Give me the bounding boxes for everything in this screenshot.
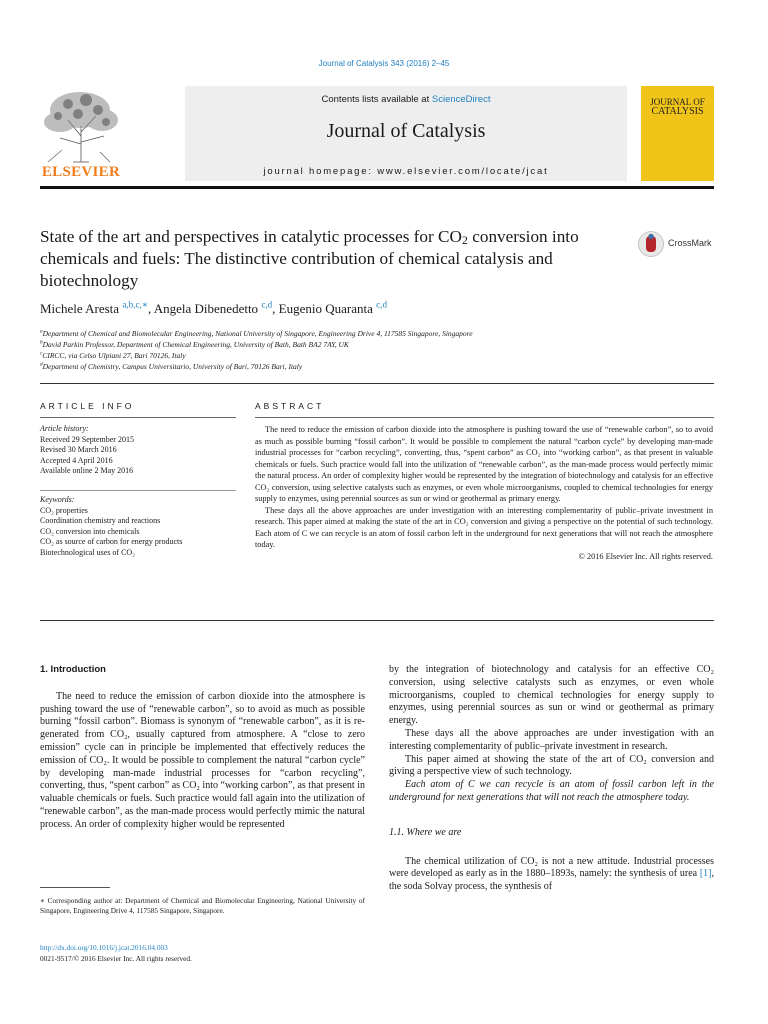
body-paragraph: by the integration of biotechnology and catalysis for an effective CO₂ conversion, using selective catalysts such as enzymes, or even whole microorganisms, coupled to chemical technologies for energy supply to enzymes, using perennial sources as sun or wind or geothermal as primary energy. [389,664,714,727]
affiliation-text: Department of Chemical and Biomolecular Engineering, National University of Singapore, Engineering Drive 4, 117585 Singapore, Singapore [42,329,473,338]
reference-link[interactable]: [1] [699,868,712,880]
affiliation-divider [40,383,714,384]
cover-line-2: CATALYSIS [651,106,704,117]
homepage-link[interactable]: www.elsevier.com/locate/jcat [377,166,549,177]
article-history [40,424,236,477]
author-list: Michele Aresta $^{a,b,c,∗}$, Angela Dibenedetto $^{c,d}$, Eugenio Quaranta $^{c,d}$ [40,299,387,316]
body-right-column [389,664,714,894]
affiliation-mark: d [40,361,43,368]
affiliation [40,328,473,339]
body-text: The chemical utilization of CO₂ is not a new attitude. Industrial processes were developed as early as in the 1880–1893s, namely: the synthesis of urea [389,855,714,880]
affiliation-text: Department of Chemistry, Campus Universitario, University of Bari, 70126 Bari, Italy [42,362,303,371]
abstract-heading: ABSTRACT [255,401,325,411]
body-paragraph: These days all the above approaches are under investigation with an interesting complementarity of public–private investment in research. [389,727,714,752]
abstract-divider [255,417,714,418]
affiliation-mark: b [40,339,43,346]
keywords-divider [40,490,236,491]
author-affiliation-marks[interactable]: c,d [261,299,273,310]
keyword-item: Coordination chemistry and reactions [40,516,161,525]
keywords-label: Keywords: [40,495,75,504]
header-rule [40,186,714,189]
affiliation [40,361,302,372]
history-item: Accepted 4 April 2016 [40,455,113,465]
affiliation-mark: a [40,328,43,335]
author-affiliation-marks[interactable]: a,b,c,∗ [122,299,148,310]
affiliation [40,350,186,361]
keywords [40,495,236,558]
journal-homepage [185,166,627,177]
title-subscript: 2 [461,233,468,247]
keyword-item: CO₂ conversion into chemicals [40,526,140,536]
article-info-heading: ARTICLE INFO [40,401,135,411]
keyword-item: CO₂ properties [40,505,88,515]
history-item: Available online 2 May 2016 [40,466,134,475]
body-left-column [40,664,365,832]
homepage-prefix: journal homepage: [263,166,378,177]
journal-cover-title [641,97,714,117]
journal-title: Journal of Catalysis [326,120,486,142]
history-item: Received 29 September 2015 [40,434,134,444]
affiliation-text: CIRCC, via Celso Ulpiani 27, Bari 70126, Italy [42,351,186,360]
affiliation-mark: c [40,350,43,357]
keyword-item: Biotechnological uses of CO₂ [40,547,135,557]
subsection-heading: 1.1. Where we are [389,826,462,838]
crossmark-icon[interactable] [638,231,664,257]
author-name[interactable]: Angela Dibenedetto [153,301,259,316]
doi-link[interactable]: http://dx.doi.org/10.1016/j.jcat.2016.04.003 [40,943,168,952]
cover-line-1: JOURNAL OF [650,97,705,107]
contents-prefix: Contents lists available at [321,94,432,105]
article-history-label: Article history: [40,424,89,433]
section-heading: 1. Introduction [40,664,106,675]
abstract-bottom-rule [40,620,714,621]
abstract-paragraph: The need to reduce the emission of carbon dioxide into the atmosphere is pushing toward the use of “renewable carbon”, so to avoid as much as possible burning “fossil carbon”. It would be possible to complement the natural “carbon cycle” by developing man-made industrial processes for “carbon recycling”, converting, thus, “spent carbon” as CO₂ into “working carbon”, as that present in valuable chemicals or fuels. Such practice would fall into the utilization of “renewable carbon”, as the man-made process would perfectly mimic the natural process. An order of complexity higher would be represented by the integration of biotechnology and catalysis for an effective CO₂ conversion, using selective catalysts such as enzymes, or even whole microorganisms, coupled to chemical technologies for energy supply to enzymes, using perennial sources as sun or wind or geothermal as primary energy. [255,425,713,503]
abstract-paragraph: These days all the above approaches are under investigation with an interesting complementarity of public–private investment in research. This paper aimed at making the state of the art in CO₂ conversion and giving a perspective on the potential of such technology. Each atom of C we can recycle is an atom of fossil carbon left in the underground for next generations that will not reach the atmosphere today. [255,505,713,549]
body-text: , the soda Solvay process, the synthesis of [389,868,714,893]
author-name[interactable]: Michele Aresta [40,301,120,316]
elsevier-tree-logo [40,86,122,164]
body-paragraph [389,856,714,894]
footnote-rule [40,887,110,888]
corresponding-author-footnote: ∗ Corresponding author at: Department of Chemical and Biomolecular Engineering, National University of Singapore, Engineering Drive 4, 117585 Singapore, Singapore. [40,896,365,915]
author-affiliation-marks[interactable]: c,d [376,299,387,310]
affiliation [40,339,349,350]
journal-reference[interactable]: Journal of Catalysis 343 (2016) 2–45 [318,59,450,68]
keyword-item: CO₂ as source of carbon for energy products [40,537,183,546]
body-paragraph: The need to reduce the emission of carbon dioxide into the atmosphere is pushing toward the use of “renewable carbon”, so to avoid as much as possible burning “fossil carbon”. Biomass is synonym of “renewable carbon”, as it is re-generated from CO₂, usually captured from atmosphere. A “close to zero emission” cycle can in principle be implemented that effectively reduces the emission of CO₂. It would be possible to complement the natural “carbon cycle” by developing man-made industrial processes for “carbon recycling”, converting, thus, “spent carbon” as CO₂ into “working carbon”, as that present in valuable chemicals or fuels. Such practice would fall again into the utilization of “renewable carbon”, as the man-made process would perfectly mimic the natural process. An order of complexity higher would be represented [40,690,365,830]
article-title [40,226,630,292]
affiliation-text: David Parkin Professor, Department of Chemical Engineering, University of Bath, Bath BA2 7AY, UK [42,340,349,349]
abstract-copyright: © 2016 Elsevier Inc. All rights reserved. [578,551,713,561]
publisher-logo-text: ELSEVIER [41,164,121,180]
body-paragraph: Each atom of C we can recycle is an atom of fossil carbon left in the underground for next generations that will not reach the atmosphere today. [389,779,714,803]
issn-copyright: 0021-9517/© 2016 Elsevier Inc. All rights reserved. [40,954,192,963]
sciencedirect-link[interactable]: ScienceDirect [431,94,491,105]
history-item: Revised 30 March 2016 [40,445,117,454]
contents-line [185,94,627,105]
crossmark-label[interactable]: CrossMark [668,238,712,248]
body-paragraph: This paper aimed at showing the state of the art of CO₂ conversion and giving a perspective view of such technology. [389,753,714,778]
author-name[interactable]: Eugenio Quaranta [278,301,373,316]
title-part-2: conversion into chemicals and fuels: The distinctive contribution of chemical catalysis and biotechnology [40,227,579,290]
abstract-body [255,424,713,562]
article-info-divider [40,417,236,418]
title-part-1: State of the art and perspectives in catalytic processes for CO [40,227,462,246]
